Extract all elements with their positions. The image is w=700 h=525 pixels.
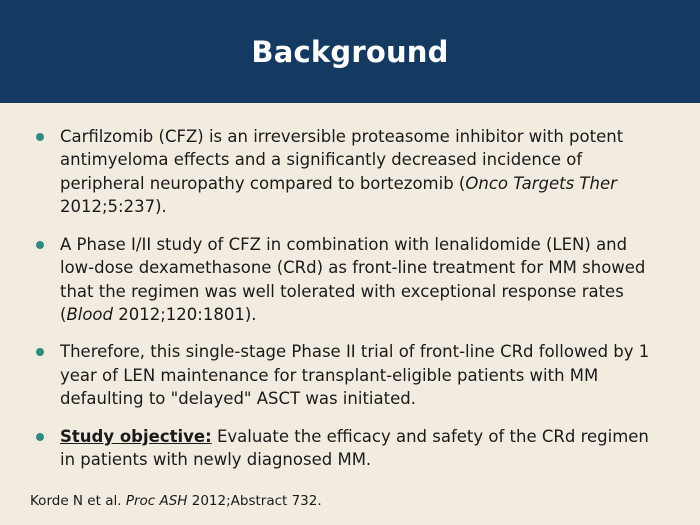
bullet-item <box>30 340 666 410</box>
text-run: 2012;120:1801). <box>113 304 257 324</box>
bullet-dot-icon <box>36 348 44 356</box>
bullet-item <box>30 125 666 219</box>
page-title: Background <box>251 34 449 69</box>
emphasis-text: Study objective: <box>60 426 212 446</box>
text-run: Carfilzomib (CFZ) is an irreversible proteasome inhibitor with potent antimyeloma effects and a significantly decreased incidence of peripheral neuropathy compared to bortezomib ( <box>60 127 624 193</box>
italic-text: Blood <box>66 304 114 324</box>
text-run: Therefore, this single-stage Phase II trial of front-line CRd followed by 1 year of LEN maintenance for transplant-eligible patients with MM defaulting to "delayed" ASCT was initiated. <box>60 342 650 409</box>
bullet-list <box>30 125 666 471</box>
slide-title-bar <box>0 0 700 103</box>
slide-citation-footer <box>30 493 322 509</box>
bullet-item <box>30 425 666 472</box>
bullet-item <box>30 233 666 327</box>
text-run: A Phase I/II study of CFZ in combination with lenalidomide (LEN) and low-dose dexamethasone (CRd) as front-line treatment for MM showed that the regimen was well tolerated with exceptional response rates ( <box>60 234 646 324</box>
slide-body <box>0 103 700 525</box>
italic-text: Proc ASH <box>125 493 188 509</box>
text-run: 2012;Abstract 732. <box>187 493 322 509</box>
bullet-dot-icon <box>36 241 44 249</box>
text-run: Korde N et al. <box>30 493 126 509</box>
italic-text: Onco Targets Ther <box>465 173 617 193</box>
text-run: Evaluate the efficacy and safety of the CRd regimen in patients with newly diagnosed MM. <box>60 426 649 470</box>
bullet-dot-icon <box>36 133 44 141</box>
text-run: 2012;5:237). <box>60 197 167 217</box>
bullet-dot-icon <box>36 433 44 441</box>
